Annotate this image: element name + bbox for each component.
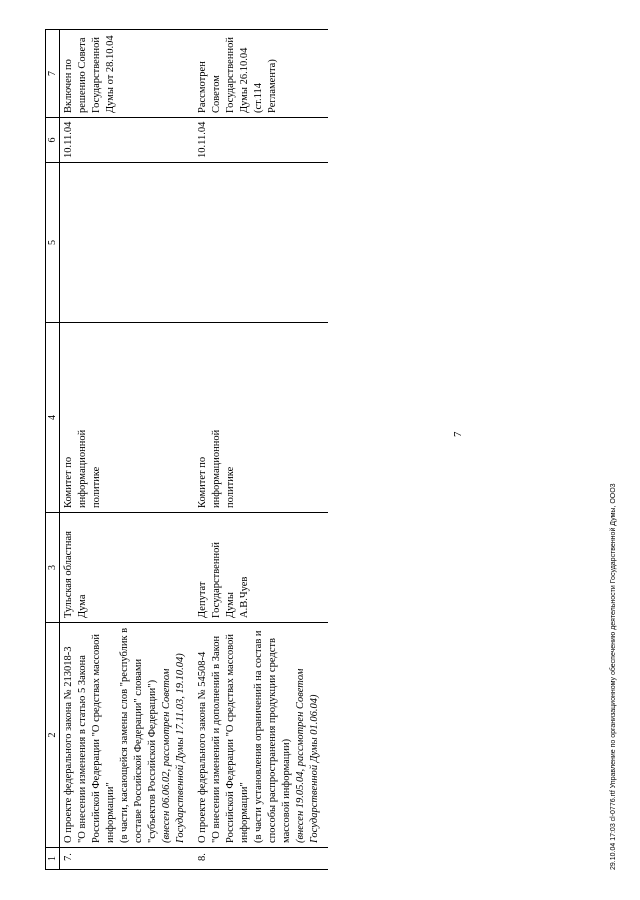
bill-title-line: Российской Федерации "О средствах массовой: [91, 633, 102, 843]
bill-title-line: информации": [105, 782, 116, 843]
bill-note-line: Государственной Думы 17.11.03, 19.10.04): [175, 653, 186, 843]
date-cell: 10.11.04: [60, 118, 195, 163]
committee-line: политике: [91, 466, 102, 508]
initiator-line: Государственной: [211, 542, 222, 618]
bill-note-line: Государственной Думы 01.06.04): [309, 694, 320, 843]
table-header-row: [46, 30, 60, 870]
bill-title-line: способы распространения продукции средств: [267, 638, 278, 843]
status-line: Думы от 28.10.04: [105, 35, 116, 113]
date-cell: 10.11.04: [194, 118, 328, 163]
bill-description: [194, 623, 328, 848]
committee-line: Комитет по: [197, 456, 208, 508]
bill-title-line: составе Российской Федерации" словами: [133, 658, 144, 843]
column-header-2: 2: [46, 623, 60, 848]
status-line: Включен по: [63, 59, 74, 113]
initiator-line: Дума: [77, 594, 88, 618]
initiator-line: Тульская областная: [63, 530, 74, 618]
column-5-cell: [194, 163, 328, 323]
committee: [194, 323, 328, 513]
status-cell: [60, 30, 195, 118]
table-row: [194, 30, 328, 870]
status-line: Государственной: [91, 37, 102, 113]
bill-title-line: (в части установления ограничений на состав и: [253, 630, 264, 843]
bill-title-line: "О внесении изменения в статью 5 Закона: [77, 655, 88, 843]
agenda-table: [45, 30, 320, 870]
footer-note: 29.10.04 17:03 cl-0776.rtf Управление по организационному обеспечению деятельности Государственной Думы, ООО3: [610, 483, 617, 870]
initiator-line: Депутат: [197, 581, 208, 618]
column-header-3: 3: [46, 513, 60, 623]
initiator: [60, 513, 195, 623]
page-number: 7: [452, 431, 464, 437]
initiator-line: А.В.Чуев: [239, 576, 250, 618]
status-line: Рассмотрен Советом: [197, 61, 222, 113]
table-row: [60, 30, 195, 870]
column-header-5: 5: [46, 163, 60, 323]
bill-title-line: "О внесении изменений и дополнений в Закон: [211, 635, 222, 843]
bill-title-line: "субъектов Российской Федерации"): [147, 679, 158, 843]
committee-line: информационной: [211, 429, 222, 508]
bill-title-line: О проекте федерального закона № 54508-4: [197, 651, 208, 843]
bill-note-line: (внесен 19.05.04, рассмотрен Советом: [295, 668, 306, 843]
initiator: [194, 513, 328, 623]
status-cell: [194, 30, 328, 118]
column-5-cell: [60, 163, 195, 323]
committee-line: Комитет по: [63, 456, 74, 508]
row-number: 7.: [60, 848, 195, 870]
status-line: решению Совета: [77, 37, 88, 113]
committee-line: информационной: [77, 429, 88, 508]
status-line: Государственной: [225, 37, 236, 113]
column-header-6: 6: [46, 118, 60, 163]
status-line: Думы 26.10.04: [239, 47, 250, 113]
bill-title-line: (в части, касающейся замены слов "республик в: [119, 627, 130, 843]
committee: [60, 323, 195, 513]
column-header-1: 1: [46, 848, 60, 870]
column-header-7: 7: [46, 30, 60, 118]
status-line: (ст.114 Регламента): [253, 59, 278, 113]
column-header-4: 4: [46, 323, 60, 513]
committee-line: политике: [225, 466, 236, 508]
bill-description: [60, 623, 195, 848]
initiator-line: Думы: [225, 592, 236, 618]
bill-note-line: (внесен 06.06.02, рассмотрен Советом: [161, 668, 172, 843]
row-number: 8.: [194, 848, 328, 870]
bill-title-line: О проекте федерального закона № 213018-3: [63, 646, 74, 843]
bill-title-line: Российской Федерации "О средствах массовой: [225, 633, 236, 843]
bill-title-line: информации": [239, 782, 250, 843]
bill-title-line: массовой информации): [281, 738, 292, 843]
